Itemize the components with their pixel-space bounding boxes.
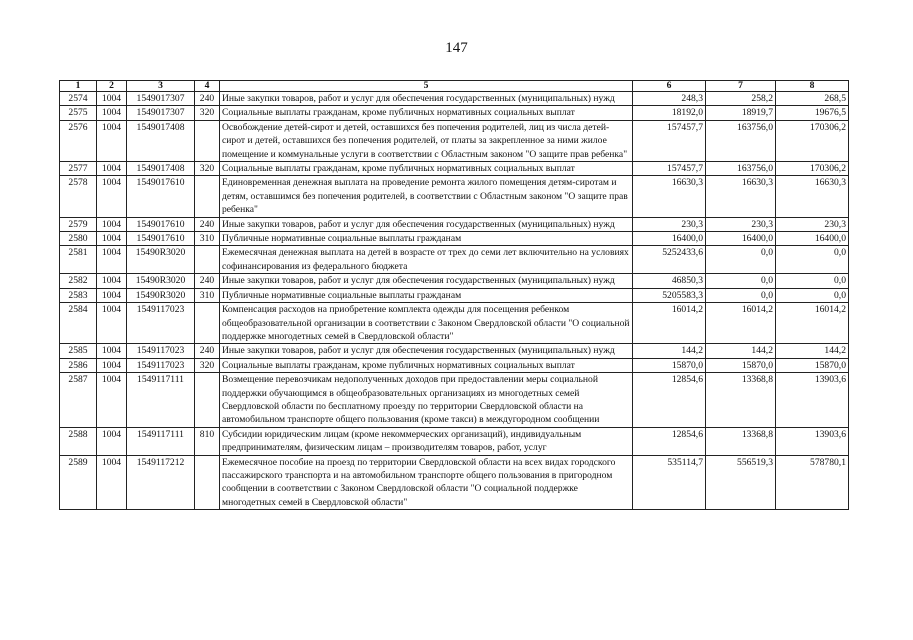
table-row — [60, 288, 849, 302]
target-code-cell: 1549117111 — [127, 373, 195, 428]
section-code-cell: 1004 — [97, 176, 127, 217]
amount-year-2-cell: 16630,3 — [706, 176, 776, 217]
section-code-cell: 1004 — [97, 358, 127, 372]
amount-year-3-cell: 268,5 — [776, 92, 849, 106]
target-code-cell: 15490R3020 — [127, 288, 195, 302]
section-code-cell: 1004 — [97, 162, 127, 176]
table-row — [60, 162, 849, 176]
section-code-cell: 1004 — [97, 274, 127, 288]
header-row — [60, 81, 849, 92]
section-code-cell: 1004 — [97, 232, 127, 246]
table-header — [60, 81, 849, 92]
target-code-cell: 15490R3020 — [127, 246, 195, 274]
item-name-cell: Публичные нормативные социальные выплаты гражданам — [220, 232, 633, 246]
row-number-cell: 2581 — [60, 246, 97, 274]
amount-year-2-cell: 144,2 — [706, 344, 776, 358]
amount-year-3-cell: 0,0 — [776, 288, 849, 302]
expense-type-cell — [195, 120, 220, 161]
amount-year-1-cell: 157457,7 — [633, 120, 706, 161]
section-code-cell: 1004 — [97, 373, 127, 428]
amount-year-3-cell: 0,0 — [776, 246, 849, 274]
budget-table — [59, 80, 849, 510]
section-code-cell: 1004 — [97, 427, 127, 455]
column-header-8: 8 — [776, 81, 849, 92]
table-row — [60, 274, 849, 288]
expense-type-cell — [195, 246, 220, 274]
amount-year-1-cell: 5252433,6 — [633, 246, 706, 274]
amount-year-2-cell: 15870,0 — [706, 358, 776, 372]
table-row — [60, 246, 849, 274]
row-number-cell: 2580 — [60, 232, 97, 246]
target-code-cell: 1549017408 — [127, 120, 195, 161]
item-name-cell: Социальные выплаты гражданам, кроме публичных нормативных социальных выплат — [220, 106, 633, 120]
section-code-cell: 1004 — [97, 106, 127, 120]
page-number: 147 — [445, 40, 468, 56]
amount-year-3-cell: 0,0 — [776, 274, 849, 288]
section-code-cell: 1004 — [97, 288, 127, 302]
row-number-cell: 2576 — [60, 120, 97, 161]
amount-year-2-cell: 18919,7 — [706, 106, 776, 120]
column-header-2: 2 — [97, 81, 127, 92]
item-name-cell: Единовременная денежная выплата на проведение ремонта жилого помещения детям-сиротам и детям, оставшимся без попечения родителей, в соответствии с Областным законом "О защите прав ребенка" — [220, 176, 633, 217]
table-row — [60, 217, 849, 231]
amount-year-3-cell: 16014,2 — [776, 303, 849, 344]
column-header-7: 7 — [706, 81, 776, 92]
amount-year-2-cell: 13368,8 — [706, 373, 776, 428]
section-code-cell: 1004 — [97, 303, 127, 344]
target-code-cell: 1549017610 — [127, 217, 195, 231]
item-name-cell: Иные закупки товаров, работ и услуг для обеспечения государственных (муниципальных) нужд — [220, 92, 633, 106]
expense-type-cell: 310 — [195, 232, 220, 246]
row-number-cell: 2583 — [60, 288, 97, 302]
row-number-cell: 2582 — [60, 274, 97, 288]
amount-year-1-cell: 157457,7 — [633, 162, 706, 176]
target-code-cell: 1549017307 — [127, 92, 195, 106]
amount-year-1-cell: 5205583,3 — [633, 288, 706, 302]
row-number-cell: 2575 — [60, 106, 97, 120]
amount-year-3-cell: 13903,6 — [776, 373, 849, 428]
amount-year-1-cell: 230,3 — [633, 217, 706, 231]
target-code-cell: 1549117212 — [127, 455, 195, 510]
table-row — [60, 427, 849, 455]
table-row — [60, 92, 849, 106]
amount-year-1-cell: 16400,0 — [633, 232, 706, 246]
amount-year-2-cell: 0,0 — [706, 274, 776, 288]
section-code-cell: 1004 — [97, 455, 127, 510]
item-name-cell: Ежемесячная денежная выплата на детей в возрасте от трех до семи лет включительно на условиях софинансирования из федерального бюджета — [220, 246, 633, 274]
amount-year-1-cell: 16014,2 — [633, 303, 706, 344]
target-code-cell: 1549117023 — [127, 344, 195, 358]
amount-year-1-cell: 16630,3 — [633, 176, 706, 217]
expense-type-cell: 320 — [195, 162, 220, 176]
item-name-cell: Освобождение детей-сирот и детей, оставшихся без попечения родителей, лиц из числа детей-сирот и детей, оставшихся без попечения родителей, от платы за закрепленное за ними жилое помещение и коммунальные услуги в соответствии с Областным законом "О защите прав ребенка" — [220, 120, 633, 161]
section-code-cell: 1004 — [97, 246, 127, 274]
row-number-cell: 2586 — [60, 358, 97, 372]
amount-year-3-cell: 230,3 — [776, 217, 849, 231]
item-name-cell: Иные закупки товаров, работ и услуг для обеспечения государственных (муниципальных) нужд — [220, 274, 633, 288]
section-code-cell: 1004 — [97, 92, 127, 106]
amount-year-1-cell: 12854,6 — [633, 427, 706, 455]
column-header-4: 4 — [195, 81, 220, 92]
amount-year-3-cell: 170306,2 — [776, 162, 849, 176]
amount-year-2-cell: 230,3 — [706, 217, 776, 231]
target-code-cell: 1549117023 — [127, 358, 195, 372]
row-number-cell: 2588 — [60, 427, 97, 455]
amount-year-1-cell: 15870,0 — [633, 358, 706, 372]
amount-year-3-cell: 578780,1 — [776, 455, 849, 510]
item-name-cell: Социальные выплаты гражданам, кроме публичных нормативных социальных выплат — [220, 358, 633, 372]
item-name-cell: Социальные выплаты гражданам, кроме публичных нормативных социальных выплат — [220, 162, 633, 176]
expense-type-cell: 310 — [195, 288, 220, 302]
expense-type-cell: 240 — [195, 344, 220, 358]
row-number-cell: 2577 — [60, 162, 97, 176]
row-number-cell: 2585 — [60, 344, 97, 358]
row-number-cell: 2578 — [60, 176, 97, 217]
amount-year-1-cell: 46850,3 — [633, 274, 706, 288]
section-code-cell: 1004 — [97, 120, 127, 161]
expense-type-cell — [195, 303, 220, 344]
expense-type-cell: 320 — [195, 358, 220, 372]
table-row — [60, 455, 849, 510]
row-number-cell: 2579 — [60, 217, 97, 231]
row-number-cell: 2584 — [60, 303, 97, 344]
amount-year-1-cell: 144,2 — [633, 344, 706, 358]
amount-year-1-cell: 12854,6 — [633, 373, 706, 428]
item-name-cell: Возмещение перевозчикам недополученных доходов при предоставлении меры социальной поддержки обучающимся в общеобразовательных организациях из многодетных семей Свердловской области по бесплатному проезду по территории Свердловской области на автомобильном транспорте общего пользования (кроме такси) в междугородном сообщении — [220, 373, 633, 428]
expense-type-cell: 240 — [195, 274, 220, 288]
section-code-cell: 1004 — [97, 217, 127, 231]
target-code-cell: 1549017408 — [127, 162, 195, 176]
amount-year-3-cell: 19676,5 — [776, 106, 849, 120]
item-name-cell: Ежемесячное пособие на проезд по территории Свердловской области на всех видах городского пассажирского транспорта и на автомобильном транспорте общего пользования в пригородном сообщении в соответствии с Законом Свердловской области "О социальной поддержке многодетных семей в Свердловской области" — [220, 455, 633, 510]
amount-year-2-cell: 16014,2 — [706, 303, 776, 344]
item-name-cell: Компенсация расходов на приобретение комплекта одежды для посещения ребенком общеобразовательной организации в соответствии с Законом Свердловской области "О социальной поддержке многодетных семей в Свердловской области" — [220, 303, 633, 344]
column-header-3: 3 — [127, 81, 195, 92]
target-code-cell: 1549017610 — [127, 176, 195, 217]
amount-year-3-cell: 16400,0 — [776, 232, 849, 246]
amount-year-3-cell: 15870,0 — [776, 358, 849, 372]
expense-type-cell — [195, 373, 220, 428]
target-code-cell: 1549117023 — [127, 303, 195, 344]
expense-type-cell: 320 — [195, 106, 220, 120]
expense-type-cell — [195, 455, 220, 510]
target-code-cell: 1549017307 — [127, 106, 195, 120]
target-code-cell: 1549017610 — [127, 232, 195, 246]
expense-type-cell — [195, 176, 220, 217]
amount-year-2-cell: 16400,0 — [706, 232, 776, 246]
amount-year-3-cell: 144,2 — [776, 344, 849, 358]
amount-year-2-cell: 0,0 — [706, 246, 776, 274]
item-name-cell: Субсидии юридическим лицам (кроме некоммерческих организаций), индивидуальным предпринимателям, физическим лицам – производителям товаров, работ, услуг — [220, 427, 633, 455]
table-row — [60, 344, 849, 358]
table-row — [60, 232, 849, 246]
row-number-cell: 2574 — [60, 92, 97, 106]
item-name-cell: Иные закупки товаров, работ и услуг для обеспечения государственных (муниципальных) нужд — [220, 217, 633, 231]
amount-year-1-cell: 535114,7 — [633, 455, 706, 510]
column-header-1: 1 — [60, 81, 97, 92]
row-number-cell: 2587 — [60, 373, 97, 428]
expense-type-cell: 240 — [195, 217, 220, 231]
amount-year-2-cell: 13368,8 — [706, 427, 776, 455]
amount-year-1-cell: 18192,0 — [633, 106, 706, 120]
amount-year-2-cell: 258,2 — [706, 92, 776, 106]
table-row — [60, 303, 849, 344]
amount-year-2-cell: 0,0 — [706, 288, 776, 302]
column-header-5: 5 — [220, 81, 633, 92]
table-row — [60, 358, 849, 372]
table-row — [60, 176, 849, 217]
amount-year-3-cell: 16630,3 — [776, 176, 849, 217]
section-code-cell: 1004 — [97, 344, 127, 358]
target-code-cell: 1549117111 — [127, 427, 195, 455]
expense-type-cell: 240 — [195, 92, 220, 106]
amount-year-1-cell: 248,3 — [633, 92, 706, 106]
item-name-cell: Публичные нормативные социальные выплаты гражданам — [220, 288, 633, 302]
table-row — [60, 120, 849, 161]
item-name-cell: Иные закупки товаров, работ и услуг для обеспечения государственных (муниципальных) нужд — [220, 344, 633, 358]
row-number-cell: 2589 — [60, 455, 97, 510]
amount-year-3-cell: 13903,6 — [776, 427, 849, 455]
expense-type-cell: 810 — [195, 427, 220, 455]
amount-year-2-cell: 163756,0 — [706, 120, 776, 161]
target-code-cell: 15490R3020 — [127, 274, 195, 288]
amount-year-2-cell: 556519,3 — [706, 455, 776, 510]
amount-year-3-cell: 170306,2 — [776, 120, 849, 161]
table-body — [60, 92, 849, 510]
table-row — [60, 373, 849, 428]
table-row — [60, 106, 849, 120]
amount-year-2-cell: 163756,0 — [706, 162, 776, 176]
column-header-6: 6 — [633, 81, 706, 92]
